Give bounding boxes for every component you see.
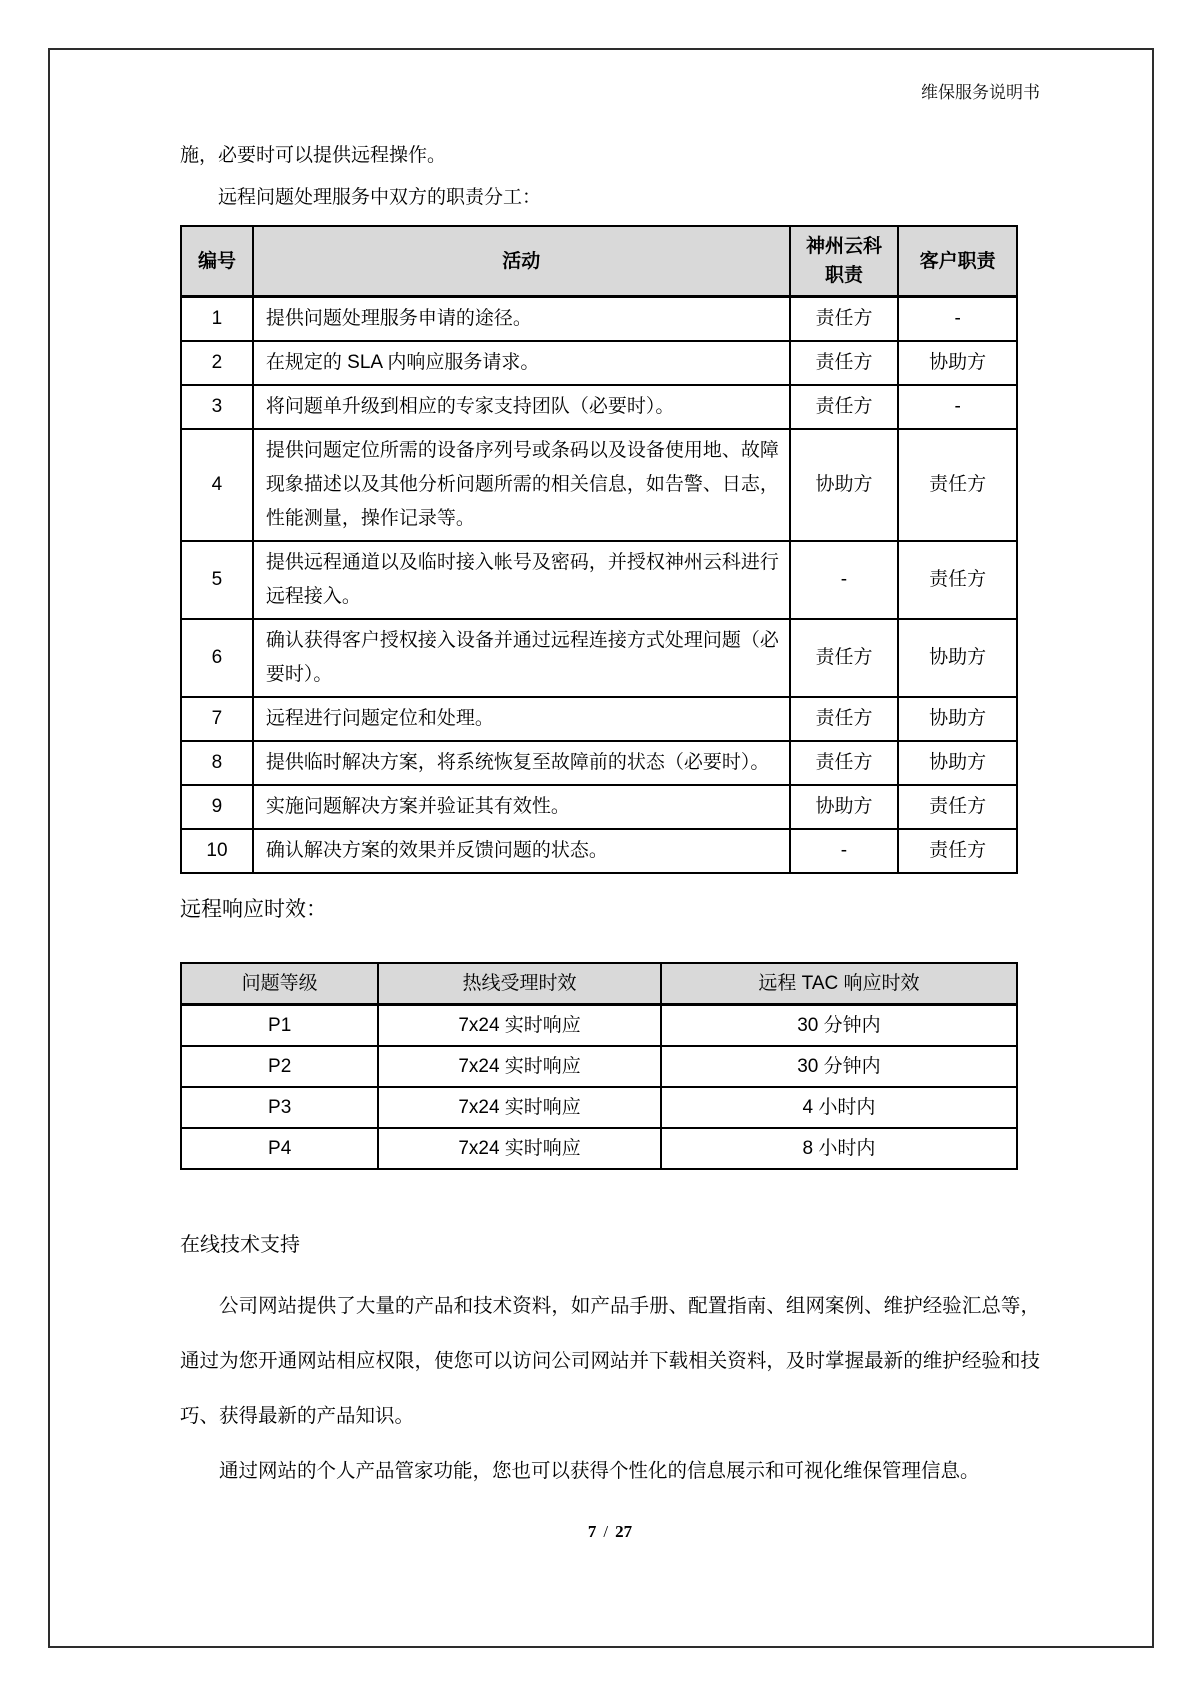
row-tac: 30 分钟内 (661, 1005, 1017, 1047)
intro-continuation-paragraph: 施，必要时可以提供远程操作。 (180, 145, 447, 166)
row-dcn-role: 责任方 (790, 341, 899, 385)
row-activity: 实施问题解决方案并验证其有效性。 (253, 785, 790, 829)
row-activity: 提供问题处理服务申请的途径。 (253, 297, 790, 342)
table-row (181, 1087, 1017, 1128)
col-header-customer: 客户职责 (898, 226, 1017, 297)
row-activity: 确认解决方案的效果并反馈问题的状态。 (253, 829, 790, 873)
responsibility-table (180, 225, 1018, 874)
table-row (181, 1005, 1017, 1047)
responsibility-table-intro: 远程问题处理服务中双方的职责分工： (218, 187, 542, 208)
row-no: 1 (181, 297, 253, 342)
row-customer-role: 协助方 (898, 619, 1017, 697)
row-dcn-role: 责任方 (790, 619, 899, 697)
online-support-heading: 在线技术支持 (180, 1234, 300, 1256)
row-activity: 提供远程通道以及临时接入帐号及密码，并授权神州云科进行远程接入。 (253, 541, 790, 619)
col-header-dcn-line2: 职责 (824, 265, 863, 286)
table-row (181, 1128, 1017, 1169)
col-header-tac: 远程 TAC 响应时效 (661, 963, 1017, 1005)
online-support-paragraph-1: 公司网站提供了大量的产品和技术资料，如产品手册、配置指南、组网案例、维护经验汇总等，通过为您开通网站相应权限，使您可以访问公司网站并下载相关资料，及时掌握最新的维护经验和技巧、获得最新的产品知识。 (180, 1295, 1040, 1427)
row-dcn-role: 协助方 (790, 429, 899, 541)
row-no: 4 (181, 429, 253, 541)
page-number-total: 27 (615, 1522, 633, 1541)
row-no: 9 (181, 785, 253, 829)
sla-table (180, 962, 1018, 1170)
sla-table-header-row (181, 963, 1017, 1005)
row-activity: 远程进行问题定位和处理。 (253, 697, 790, 741)
row-activity: 提供临时解决方案，将系统恢复至故障前的状态（必要时）。 (253, 741, 790, 785)
table-row (181, 541, 1017, 619)
col-header-dcn (790, 226, 899, 297)
row-activity: 将问题单升级到相应的专家支持团队（必要时）。 (253, 385, 790, 429)
row-customer-role: 责任方 (898, 541, 1017, 619)
row-hotline: 7x24 实时响应 (378, 1128, 661, 1169)
col-header-hotline: 热线受理时效 (378, 963, 661, 1005)
row-dcn-role: 责任方 (790, 297, 899, 342)
responsibility-table-header-row (181, 226, 1017, 297)
row-no: 3 (181, 385, 253, 429)
row-hotline: 7x24 实时响应 (378, 1087, 661, 1128)
page-number-current: 7 (587, 1522, 597, 1541)
row-customer-role: 协助方 (898, 741, 1017, 785)
row-activity: 在规定的 SLA 内响应服务请求。 (253, 341, 790, 385)
table-row (181, 385, 1017, 429)
row-tac: 30 分钟内 (661, 1046, 1017, 1087)
row-tac: 4 小时内 (661, 1087, 1017, 1128)
row-no: 2 (181, 341, 253, 385)
col-header-no: 编号 (181, 226, 253, 297)
row-level: P1 (181, 1005, 378, 1047)
page-content (180, 48, 1040, 1543)
sla-section-heading: 远程响应时效： (180, 898, 327, 921)
online-support-paragraph-2: 通过网站的个人产品管家功能，您也可以获得个性化的信息展示和可视化维保管理信息。 (219, 1460, 980, 1482)
row-dcn-role: 责任方 (790, 385, 899, 429)
row-customer-role: - (898, 385, 1017, 429)
row-dcn-role: - (790, 829, 899, 873)
row-customer-role: 协助方 (898, 341, 1017, 385)
row-level: P3 (181, 1087, 378, 1128)
row-tac: 8 小时内 (661, 1128, 1017, 1169)
col-header-dcn-line1: 神州云科 (805, 236, 882, 257)
table-row (181, 785, 1017, 829)
table-row (181, 741, 1017, 785)
row-no: 10 (181, 829, 253, 873)
row-dcn-role: 责任方 (790, 741, 899, 785)
row-dcn-role: - (790, 541, 899, 619)
table-row (181, 297, 1017, 342)
table-row (181, 829, 1017, 873)
page-number-separator: / (603, 1522, 609, 1541)
table-row (181, 341, 1017, 385)
row-activity: 提供问题定位所需的设备序列号或条码以及设备使用地、故障现象描述以及其他分析问题所需的相关信息，如告警、日志，性能测量，操作记录等。 (253, 429, 790, 541)
row-no: 7 (181, 697, 253, 741)
col-header-activity: 活动 (253, 226, 790, 297)
row-customer-role: 责任方 (898, 785, 1017, 829)
row-dcn-role: 协助方 (790, 785, 899, 829)
table-row (181, 429, 1017, 541)
row-no: 5 (181, 541, 253, 619)
row-level: P2 (181, 1046, 378, 1087)
row-activity: 确认获得客户授权接入设备并通过远程连接方式处理问题（必要时）。 (253, 619, 790, 697)
table-row (181, 697, 1017, 741)
document-header-title: 维保服务说明书 (921, 83, 1040, 102)
row-customer-role: - (898, 297, 1017, 342)
row-level: P4 (181, 1128, 378, 1169)
row-no: 6 (181, 619, 253, 697)
row-hotline: 7x24 实时响应 (378, 1046, 661, 1087)
col-header-level: 问题等级 (181, 963, 378, 1005)
table-row (181, 1046, 1017, 1087)
row-customer-role: 责任方 (898, 429, 1017, 541)
row-hotline: 7x24 实时响应 (378, 1005, 661, 1047)
row-dcn-role: 责任方 (790, 697, 899, 741)
table-row (181, 619, 1017, 697)
row-no: 8 (181, 741, 253, 785)
row-customer-role: 责任方 (898, 829, 1017, 873)
page-number-footer (180, 1521, 1040, 1543)
row-customer-role: 协助方 (898, 697, 1017, 741)
